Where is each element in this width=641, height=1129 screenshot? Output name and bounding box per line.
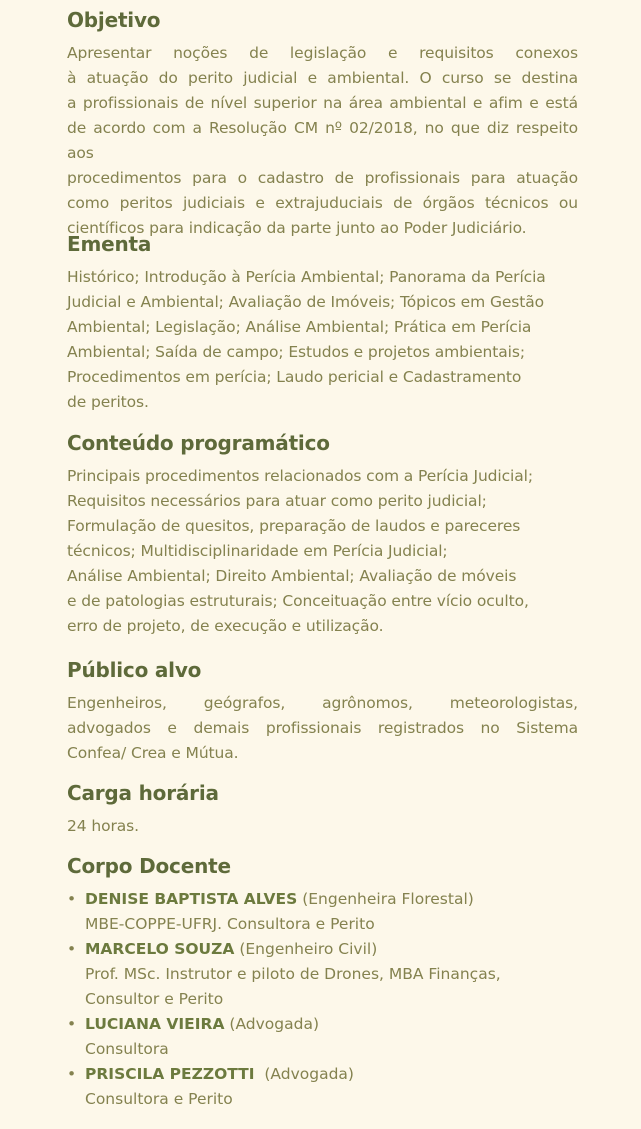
bullet: • [67,1015,77,1033]
publico-line: Engenheiros, geógrafos, agrônomos, meteorologistas, [67,694,578,712]
ementa-line: Ambiental; Legislação; Análise Ambiental; Prática em Perícia [67,318,532,336]
carga-text: 24 horas. [67,817,139,835]
docente-name: PRISCILA PEZZOTTI [85,1065,255,1083]
docente-description: Consultor e Perito [85,990,224,1008]
bullet: • [67,890,77,908]
bullet: • [67,1065,77,1083]
docente-name: DENISE BAPTISTA ALVES [85,890,298,908]
objetivo-line: como peritos judiciais e extrajuduciais de órgãos técnicos ou [67,194,578,212]
docente-role: (Engenheiro Civil) [234,940,378,958]
objetivo-line: científicos para indicação da parte junto ao Poder Judiciário. [67,219,527,237]
objetivo-line: a profissionais de nível superior na área ambiental e afim e está [67,94,578,112]
conteudo-line: técnicos; Multidisciplinaridade em Perícia Judicial; [67,542,448,560]
ementa-line: Ambiental; Saída de campo; Estudos e projetos ambientais; [67,343,525,361]
docente-description: Prof. MSc. Instrutor e piloto de Drones, MBA Finanças, [85,965,501,983]
docentes-heading: Corpo Docente [67,854,231,878]
ementa-line: de peritos. [67,393,149,411]
docente-description: Consultora e Perito [85,1090,233,1108]
ementa-paragraph [67,265,546,415]
conteudo-line: Principais procedimentos relacionados com a Perícia Judicial; [67,467,533,485]
conteudo-line: Requisitos necessários para atuar como perito judicial; [67,492,487,510]
objetivo-line: de acordo com a Resolução CM nº 02/2018, no que diz respeito aos [67,119,578,162]
conteudo-line: erro de projeto, de execução e utilização. [67,617,384,635]
objetivo-paragraph [67,41,578,241]
publico-line: Confea/ Crea e Mútua. [67,744,239,762]
docente-description: MBE-COPPE-UFRJ. Consultora e Perito [85,915,375,933]
docente-item [67,1062,587,1112]
objetivo-line: Apresentar noções de legislação e requisitos conexos [67,44,578,62]
docente-role: (Advogada) [224,1015,319,1033]
docente-description: Consultora [85,1040,169,1058]
docente-name: MARCELO SOUZA [85,940,235,958]
ementa-line: Procedimentos em perícia; Laudo pericial e Cadastramento [67,368,522,386]
docente-item [67,1012,587,1062]
conteudo-line: Formulação de quesitos, preparação de laudos e pareceres [67,517,521,535]
docente-name: LUCIANA VIEIRA [85,1015,225,1033]
ementa-line: Histórico; Introdução à Perícia Ambiental; Panorama da Perícia [67,268,546,286]
docente-item [67,937,587,1012]
carga-heading: Carga horária [67,781,219,805]
ementa-heading: Ementa [67,232,152,256]
objetivo-line: procedimentos para o cadastro de profissionais para atuação [67,169,578,187]
publico-paragraph [67,691,578,766]
docente-role: (Advogada) [254,1065,354,1083]
docente-role: (Engenheira Florestal) [297,890,474,908]
publico-heading: Público alvo [67,658,202,682]
publico-line: advogados e demais profissionais registrados no Sistema [67,719,578,737]
docente-item [67,887,587,937]
objetivo-heading: Objetivo [67,8,161,32]
conteudo-paragraph [67,464,533,639]
conteudo-line: Análise Ambiental; Direito Ambiental; Avaliação de móveis [67,567,517,585]
conteudo-heading: Conteúdo programático [67,431,330,455]
docentes-list [67,887,587,1112]
bullet: • [67,940,77,958]
conteudo-line: e de patologias estruturais; Conceituação entre vício oculto, [67,592,529,610]
objetivo-line: à atuação do perito judicial e ambiental. O curso se destina [67,69,578,87]
ementa-line: Judicial e Ambiental; Avaliação de Imóveis; Tópicos em Gestão [67,293,545,311]
